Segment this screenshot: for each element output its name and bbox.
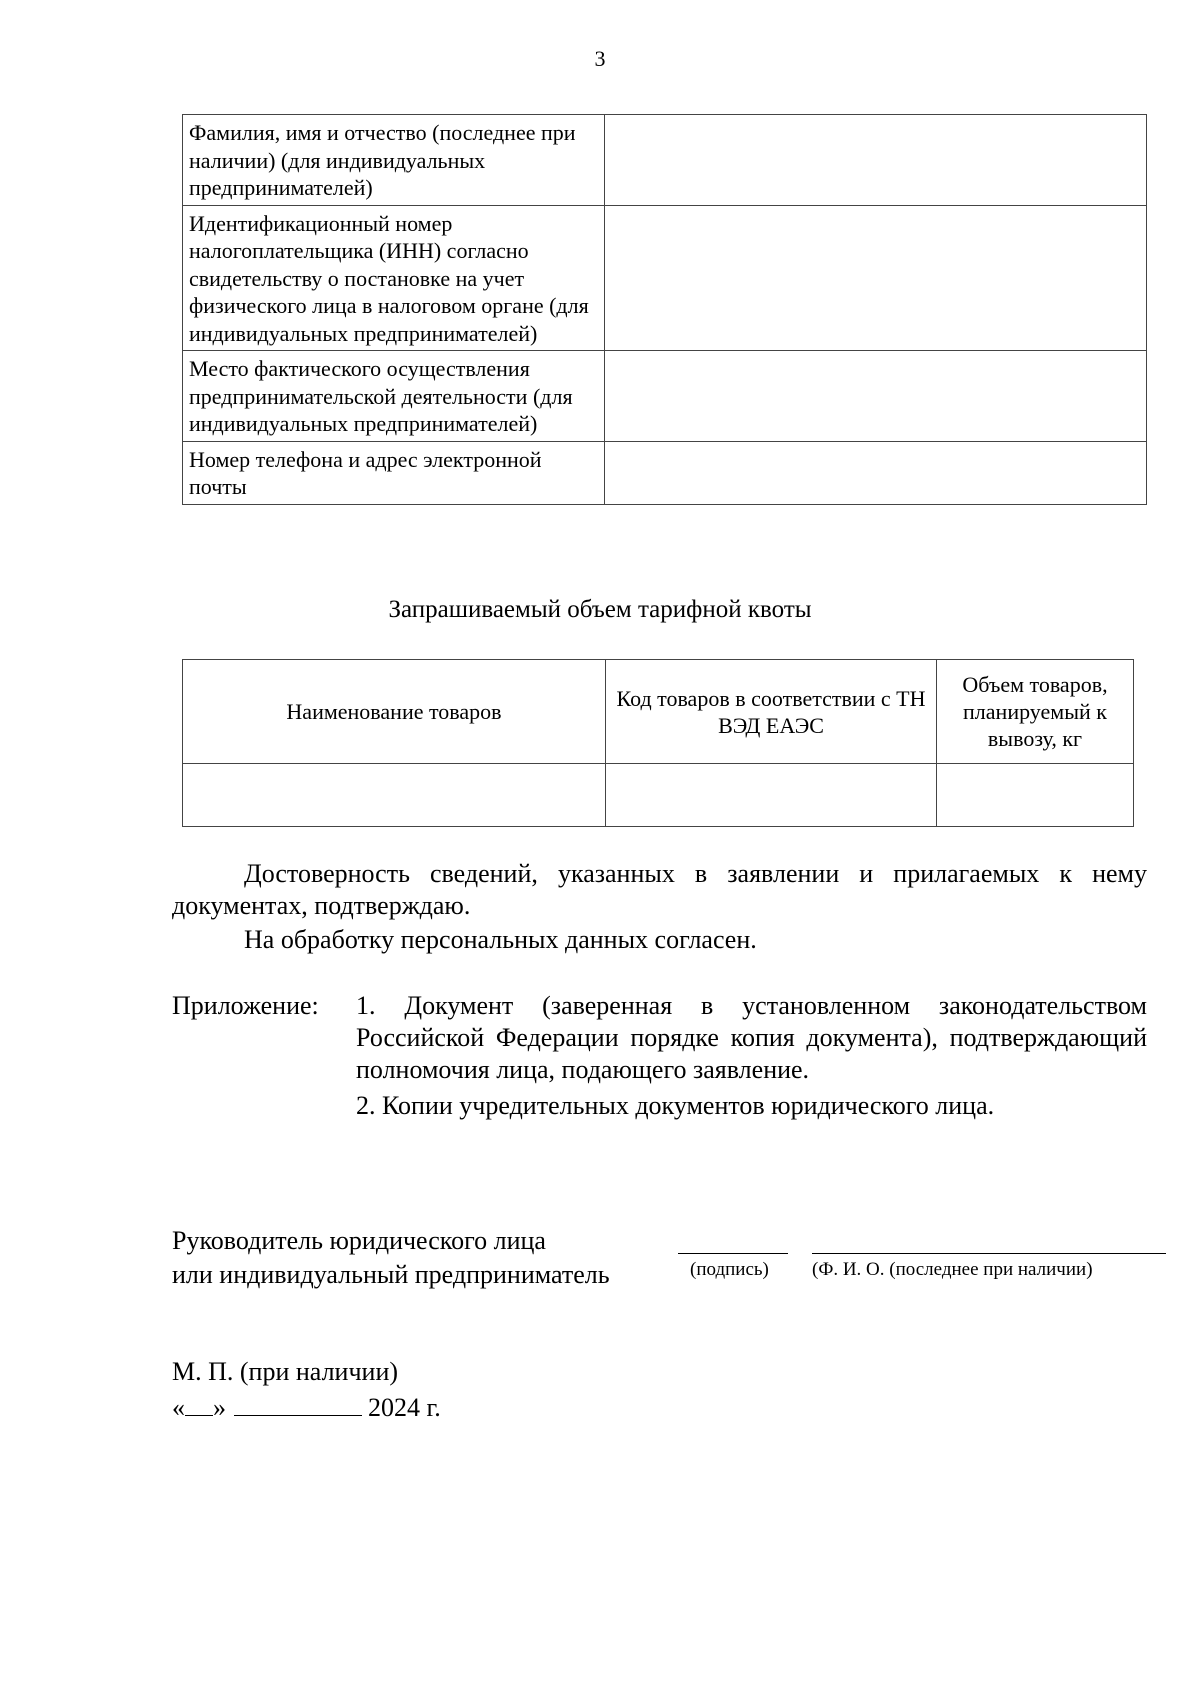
attachment-item: 1. Документ (заверенная в установленном законодательством Российской Федерации порядке копия документа), подтверждающий полномочия лица, подающего заявление. <box>356 991 1147 1084</box>
row-label: Идентификационный номер налогоплательщика (ИНН) согласно свидетельству о постановке на учет физического лица в налоговом органе (для индивидуальных предпринимателей) <box>183 205 605 351</box>
attachment-item: 2. Копии учредительных документов юридического лица. <box>356 1091 995 1120</box>
row-value[interactable] <box>605 351 1147 442</box>
date-open-quote: « <box>172 1393 185 1422</box>
month-blank[interactable] <box>234 1389 362 1416</box>
table-row <box>183 115 1147 206</box>
quota-heading: Запрашиваемый объем тарифной квоты <box>388 596 812 623</box>
quota-table <box>182 659 1134 827</box>
cell-goods-volume[interactable] <box>937 764 1134 827</box>
header-goods-code: Код товаров в соответствии с ТН ВЭД ЕАЭС <box>606 660 937 764</box>
quota-header-row <box>183 660 1134 764</box>
signatory-line-1: Руководитель юридического лица <box>172 1226 546 1255</box>
page-number: 3 <box>594 46 606 71</box>
header-goods-name: Наименование товаров <box>183 660 606 764</box>
table-row <box>183 764 1134 827</box>
date-line <box>172 1389 441 1425</box>
row-label: Место фактического осуществления предпринимательской деятельности (для индивидуальных предпринимателей) <box>183 351 605 442</box>
full-name-caption: (Ф. И. О. (последнее при наличии) <box>812 1259 1093 1280</box>
stamp-note: М. П. (при наличии) <box>172 1357 399 1386</box>
row-label: Номер телефона и адрес электронной почты <box>183 441 605 504</box>
applicant-info-table <box>182 114 1147 505</box>
cell-goods-code[interactable] <box>606 764 937 827</box>
full-name-line[interactable] <box>812 1253 1166 1254</box>
signatory-title <box>172 1224 610 1292</box>
signatory-line-2: или индивидуальный предприниматель <box>172 1260 610 1289</box>
accuracy-statement: Достоверность сведений, указанных в заявлении и прилагаемых к нему документах, подтверждаю. <box>172 859 1147 920</box>
signature-caption: (подпись) <box>690 1259 769 1280</box>
row-value[interactable] <box>605 205 1147 351</box>
date-close-quote: » <box>213 1393 226 1422</box>
date-year: 2024 г. <box>368 1393 441 1422</box>
row-value[interactable] <box>605 115 1147 206</box>
consent-statement: На обработку персональных данных согласен. <box>244 925 757 954</box>
table-row <box>183 441 1147 504</box>
signature-line[interactable] <box>678 1253 788 1254</box>
cell-goods-name[interactable] <box>183 764 606 827</box>
row-value[interactable] <box>605 441 1147 504</box>
table-row <box>183 205 1147 351</box>
row-label: Фамилия, имя и отчество (последнее при наличии) (для индивидуальных предпринимателей) <box>183 115 605 206</box>
header-goods-volume: Объем товаров, планируемый к вывозу, кг <box>937 660 1134 764</box>
table-row <box>183 351 1147 442</box>
day-blank[interactable] <box>185 1389 213 1416</box>
attachments-label: Приложение: <box>172 991 319 1020</box>
attachments-list <box>356 990 1147 1126</box>
